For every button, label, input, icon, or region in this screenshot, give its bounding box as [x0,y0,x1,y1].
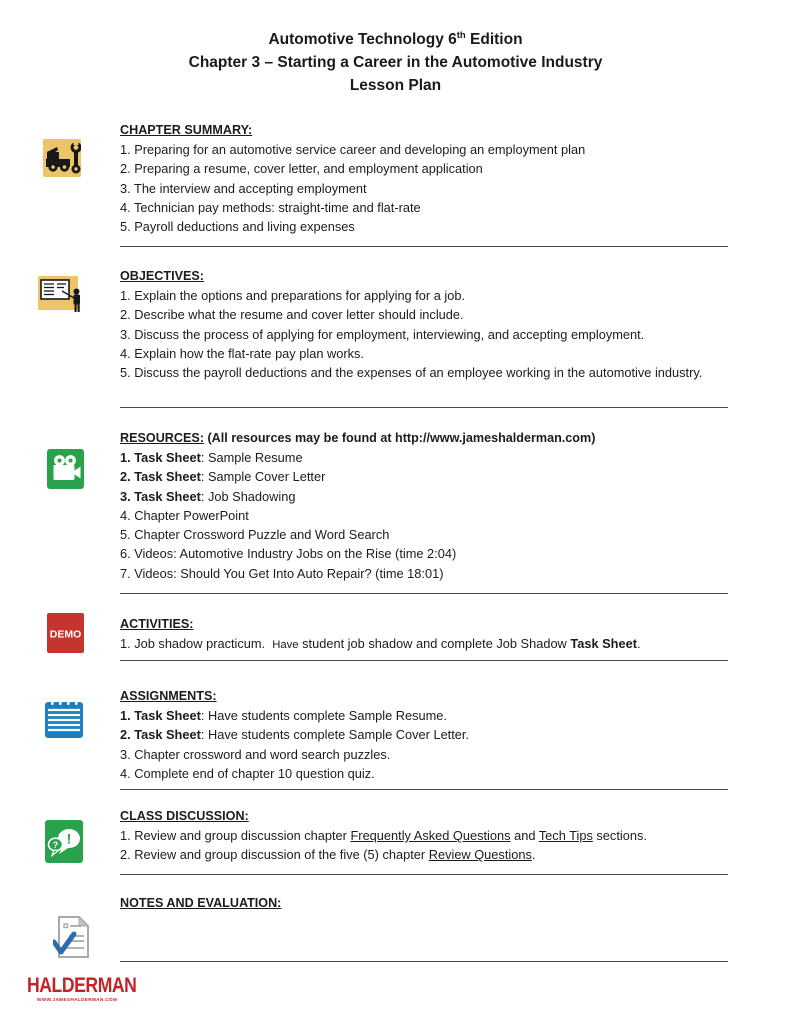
teacher-board-icon [38,276,84,314]
list-item [120,217,728,236]
demo-icon [47,613,84,653]
text-segment: . [636,636,641,651]
section-assignments [120,687,728,783]
section-resources [120,429,728,583]
title-line-2: Chapter 3 – Starting a Career in the Automotive Industry [188,54,603,72]
section-activities [120,615,728,655]
text-segment: 3. Discuss the process of applying for employment, interviewing, and accepting employment. [120,326,645,342]
list-item [120,363,728,382]
text-segment: Tech Tips [538,828,593,843]
text-segment: 2. Preparing a resume, cover letter, and employment application [120,161,483,177]
list-item [120,564,728,583]
checklist-icon [53,915,91,959]
text-segment: 5. Discuss the payroll deductions and the expenses of an employee working in the automotive industry. [120,365,703,381]
svg-text:DEMO: DEMO [49,628,82,641]
list-item [120,325,728,344]
list-item [120,344,728,363]
text-segment: 5. Chapter Crossword Puzzle and Word Search [120,527,390,543]
halderman-logo-text: HALDERMAN [27,974,137,998]
list-item [120,198,728,217]
discussion-icon [45,820,83,863]
section-heading: OBJECTIVES: [120,269,204,283]
list-item [120,487,728,506]
text-segment: 3. Task Sheet [120,488,201,504]
list-item [120,140,728,159]
section-objectives [120,267,728,382]
text-segment: 7. Videos: Should You Get Into Auto Repair? (time 18:01) [120,565,444,581]
svg-text:?: ? [52,840,59,850]
text-segment: 3. Chapter crossword and word search puzzles. [120,746,391,762]
list-item [120,179,728,198]
text-segment: 1. Task Sheet [120,450,201,465]
text-segment: 4. Explain how the flat-rate pay plan works. [120,345,364,361]
text-segment: : Sample Cover Letter [200,469,326,485]
text-segment: Frequently Asked Questions [350,828,511,843]
list-item [120,544,728,563]
text-segment: 4. Complete end of chapter 10 question quiz. [120,765,375,781]
list-item [120,467,728,486]
text-segment: sections. [592,828,647,843]
section-divider [120,593,728,594]
text-segment: Have [272,639,299,651]
section-heading: CHAPTER SUMMARY: [120,123,253,137]
text-segment: 1. Job shadow practicum. [120,636,273,651]
list-item [120,725,728,744]
list-item [120,845,728,864]
text-segment: 2. Task Sheet [120,727,201,743]
document-title [0,24,791,97]
text-segment: 2. Describe what the resume and cover letter should include. [120,307,464,323]
svg-text:!: ! [66,830,72,847]
text-segment: student job shadow and complete Job Shadow [298,636,571,651]
list-item [120,764,728,783]
list-item [120,305,728,324]
notepad-icon [44,695,84,740]
text-segment: 2. Task Sheet [120,469,201,485]
text-segment: 2. Review and group discussion of the five (5) chapter [120,847,429,863]
halderman-logo [27,974,151,1002]
list-item [120,826,728,845]
list-item [120,286,728,305]
text-segment: : Have students complete Sample Resume. [200,708,447,723]
list-item [120,506,728,525]
text-segment: 4. Technician pay methods: straight-time and flat-rate [120,199,421,215]
section-heading: RESOURCES: (All resources may be found at http://www.jameshalderman.com) [120,431,596,445]
text-segment: Task Sheet [570,636,637,651]
section-divider [120,246,728,247]
list-item [120,448,728,467]
section-heading: CLASS DISCUSSION: [120,809,249,823]
section-heading: NOTES AND EVALUATION: [120,896,282,910]
list-item [120,634,728,655]
text-segment: 1. Task Sheet [120,708,201,723]
text-segment: 1. Explain the options and preparations for applying for a job. [120,288,466,303]
list-item [120,525,728,544]
section-divider [120,874,728,875]
section-heading: ACTIVITIES: [120,617,194,631]
section-class-discussion [120,807,728,865]
section-divider [120,660,728,661]
section-notes-evaluation [120,894,728,913]
section-chapter-summary [120,121,728,236]
list-item [120,706,728,725]
text-segment: 1. Preparing for an automotive service career and developing an employment plan [120,142,586,157]
halderman-logo-tagline: WWW.JAMESHALDERMAN.COM [37,997,118,1002]
text-segment: : Job Shadowing [200,488,296,504]
text-segment: 3. The interview and accepting employment [120,180,367,196]
section-heading: ASSIGNMENTS: [120,689,217,703]
text-segment: 6. Videos: Automotive Industry Jobs on the Rise (time 2:04) [120,546,457,562]
text-segment: . [531,847,536,863]
text-segment: 4. Chapter PowerPoint [120,507,249,523]
text-segment: : Have students complete Sample Cover Letter. [200,727,470,743]
video-camera-icon [47,449,84,489]
title-line-3: Lesson Plan [349,77,442,95]
text-segment: 5. Payroll deductions and living expenses [120,219,355,235]
text-segment: 1. Review and group discussion chapter [120,828,351,843]
section-divider [120,407,728,408]
section-divider [120,789,728,790]
car-repair-icon [43,139,81,177]
list-item [120,159,728,178]
text-segment: Review Questions [428,847,532,863]
title-line-1: Automotive Technology 6th Edition [268,30,523,49]
section-divider [120,961,728,962]
text-segment: : Sample Resume [200,450,303,465]
list-item [120,745,728,764]
text-segment: and [510,828,539,843]
